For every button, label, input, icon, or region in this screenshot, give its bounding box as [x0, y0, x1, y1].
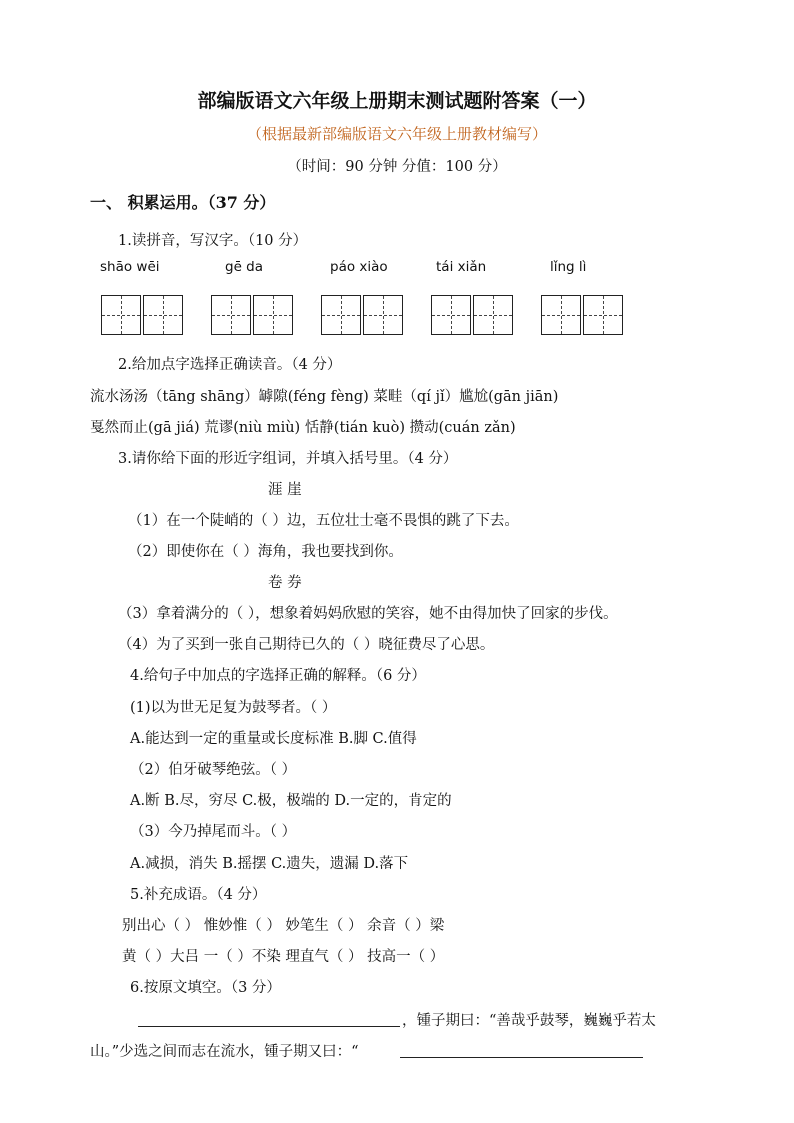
answer-blank[interactable] [138, 1026, 400, 1027]
q3-sentence-2: （2）即使你在（ ）海角，我也要找到你。 [128, 544, 403, 560]
writing-box[interactable] [143, 295, 183, 335]
q4-prompt: 4.给句子中加点的字选择正确的解释。（6 分） [130, 668, 426, 684]
q4-sentence-3: （3）今乃掉尾而斗。（ ） [130, 824, 297, 840]
q3-char-pair-2: 卷 券 [268, 575, 302, 591]
q5-prompt: 5.补充成语。（4 分） [130, 887, 267, 903]
page-title: 部编版语文六年级上册期末测试题附答案（一） [197, 90, 597, 112]
q2-line-2: 戛然而止(gā jiá) 荒谬(niù miù) 恬静(tián kuò) 攒动(cuán zǎn) [90, 420, 516, 436]
answer-blank[interactable] [400, 1057, 643, 1058]
writing-box[interactable] [101, 295, 141, 335]
q1-prompt: 1.读拼音，写汉字。（10 分） [118, 233, 308, 249]
q3-prompt: 3.请你给下面的形近字组词，并填入括号里。（4 分） [118, 451, 458, 467]
pinyin-3: páo xiào [330, 259, 388, 275]
page-subtitle: （根据最新部编版语文六年级上册教材编写） [246, 125, 547, 143]
writing-box[interactable] [541, 295, 581, 335]
q2-line-1: 流水汤汤（tāng shāng）罅隙(féng fèng) 菜畦（qí jǐ）尴尬(gān jiān) [90, 389, 559, 405]
q3-sentence-1: （1）在一个陡峭的（ ）边，五位壮士毫不畏惧的跳了下去。 [128, 513, 519, 529]
q3-char-pair-1: 涯 崖 [268, 482, 302, 498]
writing-box[interactable] [363, 295, 403, 335]
writing-box[interactable] [431, 295, 471, 335]
exam-meta: （时间：90 分钟 分值：100 分） [287, 159, 507, 175]
q3-sentence-3: （3）拿着满分的（ ），想象着妈妈欣慰的笑容，她不由得加快了回家的步伐。 [118, 606, 618, 622]
writing-box[interactable] [321, 295, 361, 335]
writing-box[interactable] [253, 295, 293, 335]
pinyin-2: gē da [225, 259, 264, 275]
q4-options-2: A.断 B.尽，穷尽 C.极，极端的 D.一定的，肯定的 [130, 793, 452, 809]
q4-sentence-1: (1)以为世无足复为鼓琴者。（ ） [130, 700, 337, 716]
writing-box[interactable] [473, 295, 513, 335]
q6-line-1: ，锺子期曰：“善哉乎鼓琴，巍巍乎若太 [402, 1013, 656, 1029]
q3-sentence-4: （4）为了买到一张自己期待已久的（ ）晓征费尽了心思。 [118, 637, 495, 653]
q6-line-2: 山。”少选之间而志在流水，锺子期又曰：“ [90, 1044, 359, 1060]
writing-box[interactable] [583, 295, 623, 335]
pinyin-5: lǐng lì [550, 259, 587, 275]
section-heading: 一、 积累运用。（37 分） [90, 193, 276, 212]
q6-prompt: 6.按原文填空。（3 分） [130, 980, 281, 996]
writing-box[interactable] [211, 295, 251, 335]
q5-line-2: 黄（ ）大吕 一（ ）不染 理直气（ ） 技高一（ ） [122, 949, 445, 965]
q4-sentence-2: （2）伯牙破琴绝弦。（ ） [130, 762, 297, 778]
q2-prompt: 2.给加点字选择正确读音。（4 分） [118, 357, 342, 373]
pinyin-1: shāo wēi [100, 259, 160, 275]
q5-line-1: 别出心（ ） 惟妙惟（ ） 妙笔生（ ） 余音（ ）梁 [122, 918, 445, 934]
pinyin-4: tái xiǎn [436, 259, 487, 275]
q4-options-1: A.能达到一定的重量或长度标准 B.脚 C.值得 [130, 731, 417, 747]
q4-options-3: A.减损，消失 B.摇摆 C.遗失，遗漏 D.落下 [130, 856, 409, 872]
